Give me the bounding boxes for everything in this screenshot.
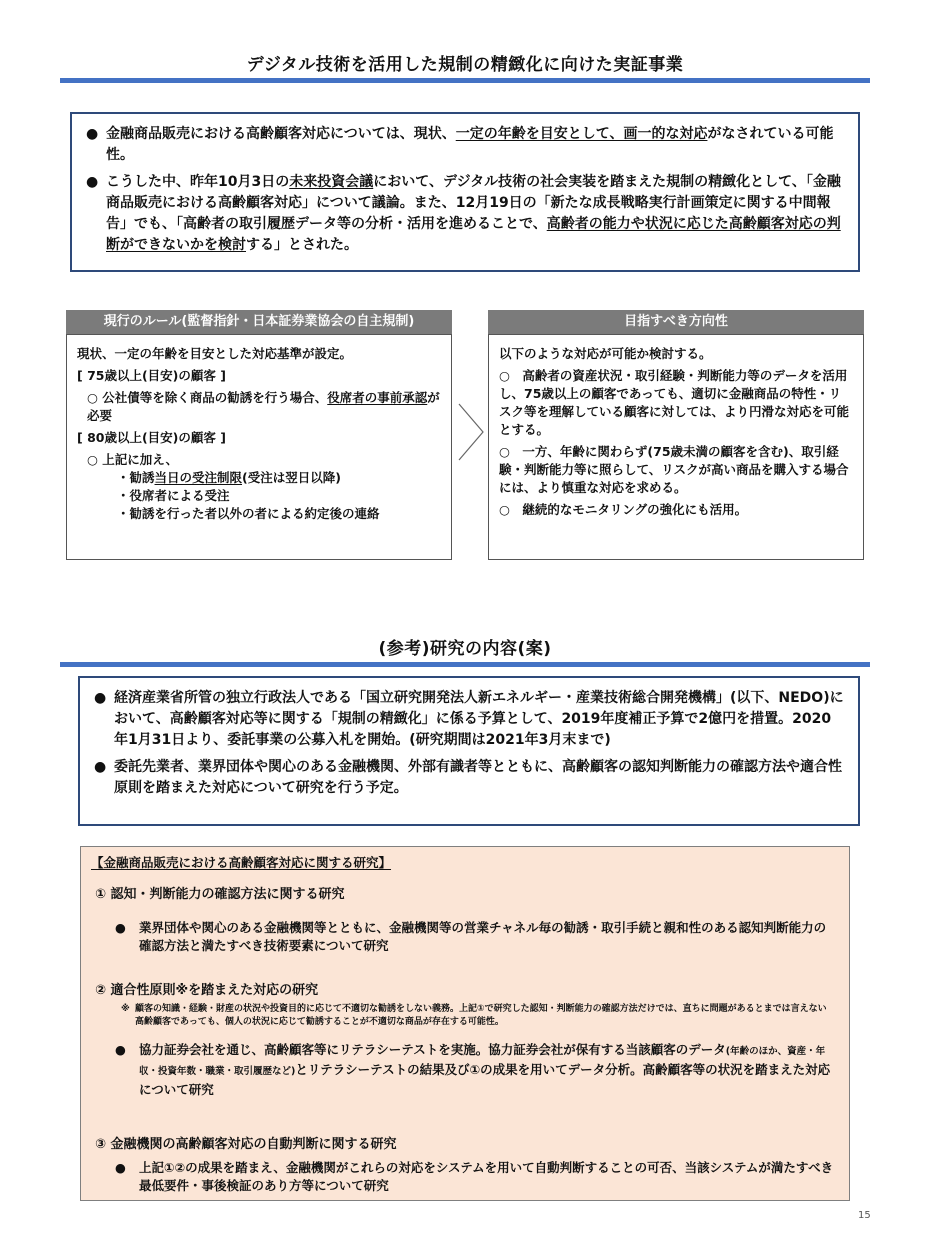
bullet-icon: ● — [86, 174, 99, 190]
reference-box — [78, 676, 860, 826]
bullet-icon: ● — [94, 759, 107, 775]
bullet-icon: ● — [115, 1160, 126, 1175]
direction-header: 目指すべき方向性 — [488, 310, 864, 334]
study-section-1-item: ● 業界団体や関心のある金融機関等とともに、金融機関等の営業チャネル毎の勧誘・取引手続と親和性のある認知判断能力の確認方法と満たすべき技術要素について研究 — [115, 920, 827, 953]
page-number: 15 — [858, 1210, 871, 1221]
reference-bullet-1: ● 経済産業省所管の独立行政法人である「国立研究開発法人新エネルギー・産業技術総合開発機構」(以下、NEDO)において、高齢顧客対応等に関する「規制の精緻化」に係る予算として、2019年度補正予算で2億円を措置。2020年1月31日より、委託事業の公募入札を開始。(研究期間は2021年3月末まで) — [94, 690, 844, 748]
current-rules-panel — [66, 334, 452, 560]
study-box — [80, 846, 850, 1201]
direction-line: 以下のような対応が可能か検討する。 — [499, 346, 712, 361]
bullet-icon: ● — [115, 920, 126, 935]
direction-panel — [488, 334, 864, 560]
study-section-2-note: ※ 顧客の知識・経験・財産の状況や投資目的に応じて不適切な勧誘をしない義務。上記①で研究した認知・判断能力の確認方法だけでは、直ちに問題があるとまでは言えない高齢顧客であっても、個人の状況に応じて勧誘することが不適切な商品が存在する可能性。 — [121, 1004, 827, 1027]
page-title: デジタル技術を活用した規制の精緻化に向けた実証事業 — [246, 55, 684, 75]
reference-bullet-2: ● 委託先業者、業界団体や関心のある金融機関、外部有識者等とともに、高齢顧客の認知判断能力の確認方法や適合性原則を踏まえた対応について研究を行う予定。 — [94, 759, 842, 796]
intro-bullet-2: ● こうした中、昨年10月3日の未来投資会議において、デジタル技術の社会実装を踏まえた規制の精緻化として、「金融商品販売における高齢顧客対応」について議論。また、12月19日の「新たな成長戦略実行計画策定に関する中間報告」でも、「高齢者の取引履歴データ等の分析・活用を進めることで、高齢者の能力や状況に応じた高齢顧客対応の判断ができないかを検討する」とされた。 — [86, 174, 841, 253]
intro-box — [70, 112, 860, 272]
direction-item-2: ○ 一方、年齢に関わらず(75歳未満の顧客を含む)、取引経験・判断能力等に照らして、リスクが高い商品を購入する場合には、より慎重な対応を求める。 — [499, 444, 849, 495]
age-80-label: [ 80歳以上(目安)の顧客 ] — [77, 430, 226, 445]
reference-rule — [60, 662, 870, 667]
title-rule — [60, 78, 870, 83]
age-75-label: [ 75歳以上(目安)の顧客 ] — [77, 368, 226, 383]
direction-item-1: ○ 高齢者の資産状況・取引経験・判断能力等のデータを活用し、75歳以上の顧客であっても、適切に金融商品の特性・リスク等を理解している顧客に対しては、より円滑な対応を可能とする。 — [499, 368, 850, 437]
bullet-icon: ● — [86, 126, 99, 142]
chevron-right-icon — [456, 402, 486, 462]
current-rules-header: 現行のルール(監督指針・日本証券業協会の自主規制) — [66, 310, 452, 334]
bullet-icon: ● — [94, 690, 107, 706]
study-section-3-item: ● 上記①②の成果を踏まえ、金融機関がこれらの対応をシステムを用いて自動判断することの可否、当該システムが満たすべき最低要件・事後検証のあり方等について研究 — [115, 1160, 834, 1193]
rule-80-item-3: ・勧誘を行った者以外の者による約定後の連絡 — [117, 506, 380, 521]
direction-item-3: ○ 継続的なモニタリングの強化にも活用。 — [499, 502, 748, 517]
current-rules-line: 現状、一定の年齢を目安とした対応基準が設定。 — [77, 346, 353, 361]
study-section-1-title: ① 認知・判断能力の確認方法に関する研究 — [95, 887, 345, 902]
study-section-3-title: ③ 金融機関の高齢顧客対応の自動判断に関する研究 — [95, 1137, 397, 1152]
rule-80-item-2: ・役席者による受注 — [117, 488, 230, 503]
rule-80-item-1: ・勧誘当日の受注制限(受注は翌日以降) — [117, 470, 341, 485]
rule-75-item: ○ 公社債等を除く商品の勧誘を行う場合、役席者の事前承認が必要 — [87, 390, 440, 423]
intro-bullet-1: ● 金融商品販売における高齢顧客対応については、現状、一定の年齢を目安として、画一的な対応がなされている可能性。 — [86, 126, 834, 163]
reference-title: (参考)研究の内容(案) — [378, 639, 552, 659]
study-heading: 【金融商品販売における高齢顧客対応に関する研究】 — [91, 855, 392, 870]
bullet-icon: ● — [115, 1042, 126, 1057]
study-section-2-item: ● 協力証券会社を通じ、高齢顧客等にリテラシーテストを実施。協力証券会社が保有する当該顧客のデータ(年齢のほか、資産・年収・投資年数・職業・取引履歴など)とリテラシーテストの結果及び①の成果を用いてデータ分析。高齢顧客等の状況を踏まえた対応について研究 — [115, 1042, 831, 1097]
rule-80-head: ○ 上記に加え、 — [87, 452, 179, 467]
study-section-2-title: ② 適合性原則※を踏まえた対応の研究 — [95, 983, 319, 998]
